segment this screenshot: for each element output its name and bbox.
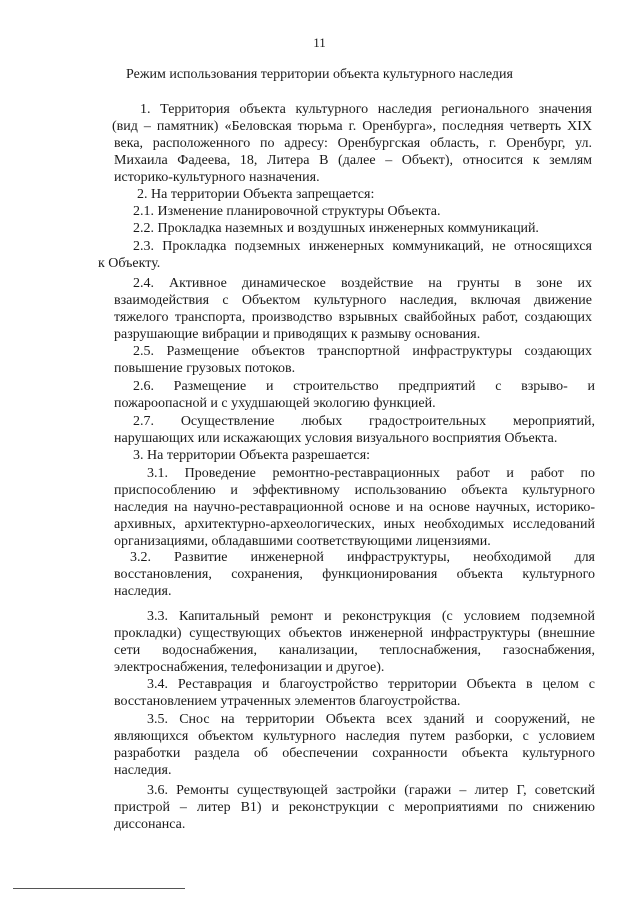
text-line: восстановлением утраченных элементов благоустройства. <box>114 694 461 709</box>
text-line: историко-культурного назначения. <box>114 170 320 185</box>
text-line: к Объекту. <box>98 256 161 271</box>
footnote-separator <box>13 888 185 889</box>
text-line: архивных, архитектурно-археологических, иных необходимых исследований <box>114 517 595 532</box>
text-line: приспособлению и эффективному использованию объекта культурного <box>114 483 595 498</box>
text-line: 3.5. Снос на территории Объекта всех зданий и сооружений, не <box>147 712 595 727</box>
text-line: организациями, обладавшими соответствующими лицензиями. <box>114 534 491 549</box>
text-line: Михаила Фадеева, 18, Литера В (далее – Объект), относится к землям <box>114 153 592 168</box>
text-line: восстановления, сохранения, функционирования объекта культурного <box>114 567 595 582</box>
text-line: 3.2. Развитие инженерной инфраструктуры, необходимой для <box>130 550 595 565</box>
text-line: 2.5. Размещение объектов транспортной инфраструктуры создающих <box>133 344 592 359</box>
text-line: 1. Территория объекта культурного наследия регионального значения <box>140 102 592 117</box>
document-title: Режим использования территории объекта культурного наследия <box>126 67 513 82</box>
text-line: 3.3. Капитальный ремонт и реконструкция (с условием подземной <box>147 609 595 624</box>
text-line: пристрой – литер В1) и реконструкции с мероприятиями по снижению <box>114 800 595 815</box>
text-line: нарушающих или искажающих условия визуального восприятия Объекта. <box>114 431 558 446</box>
text-line: 2.4. Активное динамическое воздействие на грунты в зоне их <box>133 276 592 291</box>
text-line: 2.7. Осуществление любых градостроительных мероприятий, <box>133 414 595 429</box>
text-line: диссонанса. <box>114 817 186 832</box>
text-line: века, расположенного по адресу: Оренбургская область, г. Оренбург, ул. <box>114 136 592 151</box>
text-line: наследия на научно-реставрационной основе и на основе научных, историко- <box>114 500 595 515</box>
text-line: 2.6. Размещение и строительство предприятий с взрыво- и <box>133 379 595 394</box>
text-line: тяжелого транспорта, производство взрывных свайбойных работ, создающих <box>114 310 592 325</box>
text-line: разработки раздела об обеспечении сохранности объекта культурного <box>114 746 595 761</box>
text-line: пожароопасной и с ухудшающей экологию функцией. <box>114 396 436 411</box>
text-line: разрушающие вибрации и приводящих к размыву основания. <box>114 327 481 342</box>
text-line: 2. На территории Объекта запрещается: <box>137 187 375 202</box>
text-line: 3.6. Ремонты существующей застройки (гаражи – литер Г, советский <box>147 783 595 798</box>
page-number: 11 <box>313 35 326 50</box>
text-line: (вид – памятник) «Беловская тюрьма г. Оренбурга», последняя четверть XIX <box>112 119 592 134</box>
text-line: прокладки) существующих объектов инженерной инфраструктуры (внешние <box>114 626 595 641</box>
text-line: взаимодействия с Объектом культурного наследия, включая движение <box>114 293 592 308</box>
text-line: 2.3. Прокладка подземных инженерных коммуникаций, не относящихся <box>133 239 592 254</box>
text-line: 3. На территории Объекта разрешается: <box>133 448 371 463</box>
text-line: 2.2. Прокладка наземных и воздушных инженерных коммуникаций. <box>133 221 539 236</box>
text-line: повышение грузовых потоков. <box>114 361 296 376</box>
text-line: электроснабжения, телефонизации и другое). <box>114 660 385 675</box>
text-line: сети водоснабжения, канализации, теплоснабжения, газоснабжения, <box>114 643 595 658</box>
text-line: 2.1. Изменение планировочной структуры Объекта. <box>133 204 441 219</box>
text-line: наследия. <box>114 584 172 599</box>
text-line: 3.4. Реставрация и благоустройство территории Объекта в целом с <box>147 677 595 692</box>
text-line: наследия. <box>114 763 172 778</box>
text-line: 3.1. Проведение ремонтно-реставрационных работ и работ по <box>147 466 595 481</box>
text-line: являющихся объектом культурного наследия путем разборки, с условием <box>114 729 595 744</box>
